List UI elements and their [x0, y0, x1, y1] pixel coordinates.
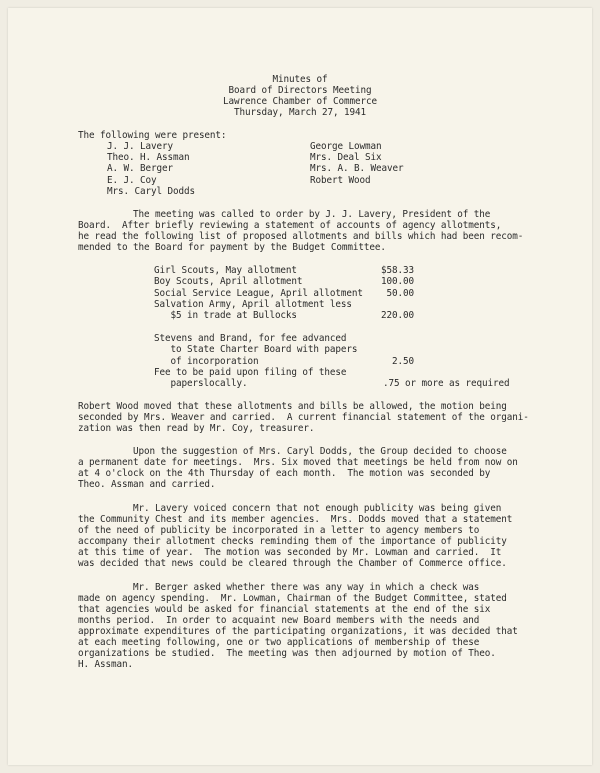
- allotment-item: Salvation Army, April allotment less: [154, 299, 352, 310]
- para1-line: The meeting was called to order by J. J. Lavery, President of the: [78, 209, 491, 220]
- para5-line: at each meeting following, one or two applications of membership of these: [78, 637, 480, 648]
- bill-amount: 2.50: [392, 356, 414, 367]
- para4-line: Mr. Lavery voiced concern that not enough publicity was being given: [78, 503, 502, 514]
- para4-line: accompany their allotment checks reminding them of the importance of publicity: [78, 536, 507, 547]
- title-line-2: Board of Directors Meeting: [228, 85, 372, 96]
- para1-line: Board. After briefly reviewing a statement of accounts of agency allotments,: [78, 220, 502, 231]
- para3-line: a permanent date for meetings. Mrs. Six moved that meetings be held from now on: [78, 457, 518, 468]
- para1-line: he read the following list of proposed allotments and bills which had been recom-: [78, 231, 524, 242]
- para5-line: H. Assman.: [78, 659, 133, 670]
- title-line-3: Lawrence Chamber of Commerce: [223, 96, 377, 107]
- bill-item: of incorporation: [154, 356, 259, 367]
- allotment-amount: $58.33: [381, 265, 414, 276]
- allotment-amount: 50.00: [386, 288, 414, 299]
- bill-item: Fee to be paid upon filing of these: [154, 367, 347, 378]
- present-name: Mrs. Caryl Dodds: [107, 186, 195, 197]
- para5-line: that agencies would be asked for financial statements at the end of the six: [78, 604, 491, 615]
- present-name: J. J. Lavery: [107, 141, 173, 152]
- para5-line: organizations be studied. The meeting was then adjourned by motion of Theo.: [78, 648, 496, 659]
- present-name: Robert Wood: [310, 175, 371, 186]
- allotment-amount: 220.00: [381, 310, 414, 321]
- present-name: A. W. Berger: [107, 163, 173, 174]
- para5-line: Mr. Berger asked whether there was any way in which a check was: [78, 582, 480, 593]
- para3-line: Theo. Assman and carried.: [78, 479, 216, 490]
- bill-item: to State Charter Board with papers: [154, 344, 358, 355]
- para4-line: at this time of year. The motion was seconded by Mr. Lowman and carried. It: [78, 547, 502, 558]
- allotment-amount: 100.00: [381, 276, 414, 287]
- para5-line: approximate expenditures of the participating organizations, it was decided that: [78, 626, 518, 637]
- para4-line: was decided that news could be cleared through the Chamber of Commerce office.: [78, 558, 507, 569]
- para3-line: at 4 o'clock on the 4th Thursday of each month. The motion was seconded by: [78, 468, 491, 479]
- para5-line: months period. In order to acquaint new Board members with the needs and: [78, 615, 480, 626]
- present-name: Mrs. Deal Six: [310, 152, 382, 163]
- present-heading: The following were present:: [78, 130, 227, 141]
- bill-item: Stevens and Brand, for fee advanced: [154, 333, 347, 344]
- para2-line: Robert Wood moved that these allotments and bills be allowed, the motion being: [78, 401, 507, 412]
- bill-item: paperslocally.: [154, 378, 248, 389]
- allotment-item: Boy Scouts, April allotment: [154, 276, 303, 287]
- para5-line: made on agency spending. Mr. Lowman, Chairman of the Budget Committee, stated: [78, 593, 507, 604]
- title-line-4: Thursday, March 27, 1941: [234, 107, 366, 118]
- allotment-item: Social Service League, April allotment: [154, 288, 363, 299]
- para2-line: zation was then read by Mr. Coy, treasurer.: [78, 423, 315, 434]
- present-name: Theo. H. Assman: [107, 152, 190, 163]
- present-name: George Lowman: [310, 141, 382, 152]
- present-name: E. J. Coy: [107, 175, 157, 186]
- bill-amount: .75 or more as required: [383, 378, 510, 389]
- allotment-item: Girl Scouts, May allotment: [154, 265, 297, 276]
- para4-line: of the need of publicity be incorporated in a letter to agency members to: [78, 525, 480, 536]
- para2-line: seconded by Mrs. Weaver and carried. A current financial statement of the organi-: [78, 412, 529, 423]
- para4-line: the Community Chest and its member agencies. Mrs. Dodds moved that a statement: [78, 514, 513, 525]
- title-line-1: Minutes of: [272, 74, 328, 85]
- allotment-item: $5 in trade at Bullocks: [154, 310, 297, 321]
- para1-line: mended to the Board for payment by the Budget Committee.: [78, 242, 386, 253]
- para3-line: Upon the suggestion of Mrs. Caryl Dodds, the Group decided to choose: [78, 446, 507, 457]
- present-name: Mrs. A. B. Weaver: [310, 163, 404, 174]
